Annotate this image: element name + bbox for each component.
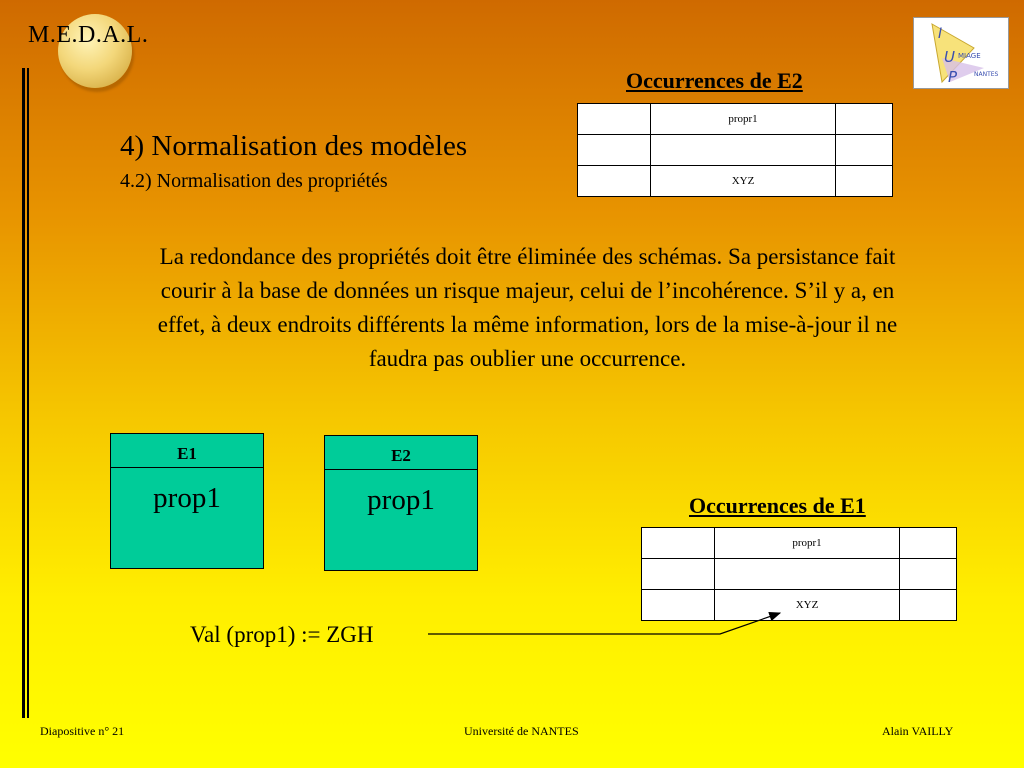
left-vertical-bar — [22, 68, 25, 718]
footer-author: Alain VAILLY — [882, 724, 954, 738]
entity-name: E1 — [111, 434, 263, 468]
table-cell — [642, 528, 715, 559]
entity-e1 — [110, 433, 264, 569]
table-row — [578, 166, 893, 197]
entity-name: E2 — [325, 436, 477, 470]
value-annotation: Val (prop1) := ZGH — [190, 622, 374, 647]
entity-e2 — [324, 435, 478, 571]
svg-text:I: I — [938, 26, 943, 42]
table-cell — [651, 135, 836, 166]
table-cell: propr1 — [715, 528, 900, 559]
table-cell — [578, 166, 651, 197]
footer-university: Université de NANTES — [464, 724, 579, 738]
table-cell — [578, 104, 651, 135]
table-cell: propr1 — [651, 104, 836, 135]
table-row — [642, 559, 957, 590]
table-row — [578, 104, 893, 135]
svg-text:NANTES: NANTES — [974, 71, 999, 78]
svg-text:U: U — [944, 48, 955, 66]
section-heading: 4) Normalisation des modèles — [120, 130, 468, 162]
subsection-heading: 4.2) Normalisation des propriétés — [120, 170, 388, 192]
table-cell — [836, 104, 893, 135]
body-paragraph: La redondance des propriétés doit être éliminée des schémas. Sa persistance fait courir à la base de données un risque majeur, celui de l’incohérence. S’il y a, en effet, à deux endroits différents la même information, lors de la mise-à-jour il ne faudra pas oublier une occurrence. — [157, 244, 898, 371]
entity-property: prop1 — [367, 484, 435, 516]
table-cell — [642, 559, 715, 590]
table-cell: XYZ — [715, 590, 900, 621]
table-row — [578, 135, 893, 166]
occurrences-e2-title: Occurrences de E2 — [626, 68, 803, 93]
table-cell — [900, 528, 957, 559]
left-vertical-bar-thin — [27, 68, 29, 718]
table-cell — [715, 559, 900, 590]
table-cell: XYZ — [651, 166, 836, 197]
table-row — [642, 528, 957, 559]
table-cell — [836, 135, 893, 166]
slide-header-title: M.E.D.A.L. — [28, 22, 149, 48]
table-cell — [836, 166, 893, 197]
footer-slide-number: Diapositive n° 21 — [40, 724, 125, 738]
entity-property: prop1 — [153, 482, 221, 514]
iup-miage-nantes-logo — [913, 17, 1009, 89]
svg-text:MIAGE: MIAGE — [958, 52, 981, 60]
table-cell — [578, 135, 651, 166]
occurrences-e2-table — [577, 103, 893, 197]
table-cell — [900, 559, 957, 590]
occurrences-e1-title: Occurrences de E1 — [689, 493, 866, 518]
svg-text:P: P — [948, 68, 958, 86]
table-cell — [900, 590, 957, 621]
annotation-arrow — [420, 600, 800, 650]
